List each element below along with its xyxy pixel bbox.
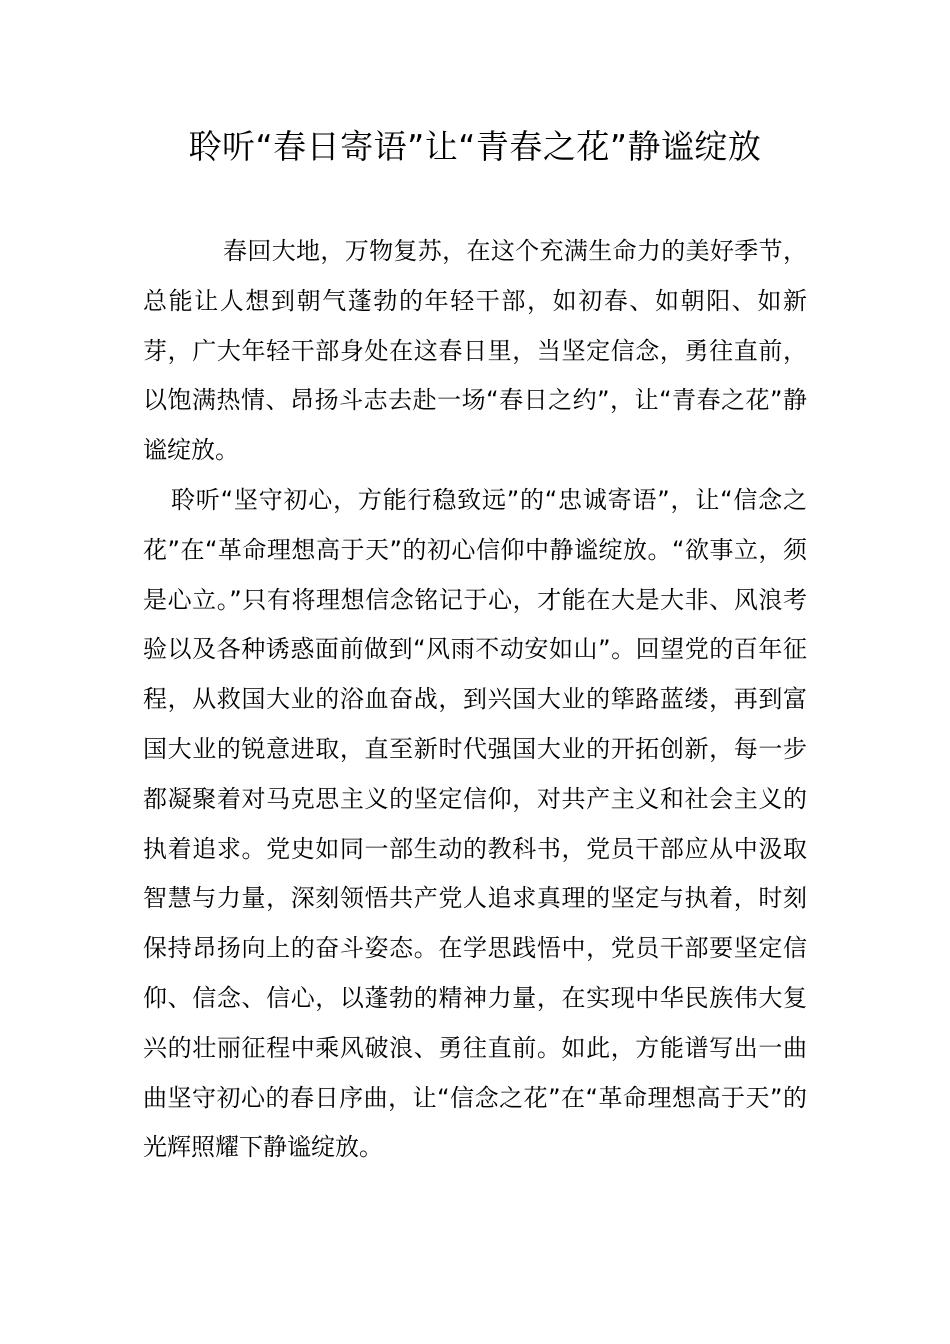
paragraph-body: 聆听“坚守初心，方能行稳致远”的“忠诚寄语”，让“信念之花”在“革命理想高于天”的初心信仰中静谧绽放。“欲事立，须是心立。”只有将理想信念铭记于心，才能在大是大非、风浪考验以及各种诱惑面前做到“风雨不动安如山”。回望党的百年征程，从救国大业的浴血奋战，到兴国大业的筚路蓝缕，再到富国大业的锐意进取，直至新时代强国大业的开拓创新，每一步都凝聚着对马克思主义的坚定信仰，对共产主义和社会主义的执着追求。党史如同一部生动的教科书，党员干部应从中汲取智慧与力量，深刻领悟共产党人追求真理的坚定与执着，时刻保持昂扬向上的奋斗姿态。在学思践悟中，党员干部要坚定信仰、信念、信心，以蓬勃的精神力量，在实现中华民族伟大复兴的壮丽征程中乘风破浪、勇往直前。如此，方能谱写出一曲曲坚守初心的春日序曲，让“信念之花”在“革命理想高于天”的光辉照耀下静谧绽放。 [143, 486, 807, 1162]
paragraph-intro: 春回大地，万物复苏，在这个充满生命力的美好季节，总能让人想到朝气蓬勃的年轻干部，如初春、如朝阳、如新芽，广大年轻干部身处在这春日里，当坚定信念，勇往直前，以饱满热情、昂扬斗志去赴一场“春日之约”，让“青春之花”静谧绽放。 [143, 237, 807, 465]
document-title: 聆听“春日寄语”让“青春之花”静谧绽放 [188, 127, 762, 166]
